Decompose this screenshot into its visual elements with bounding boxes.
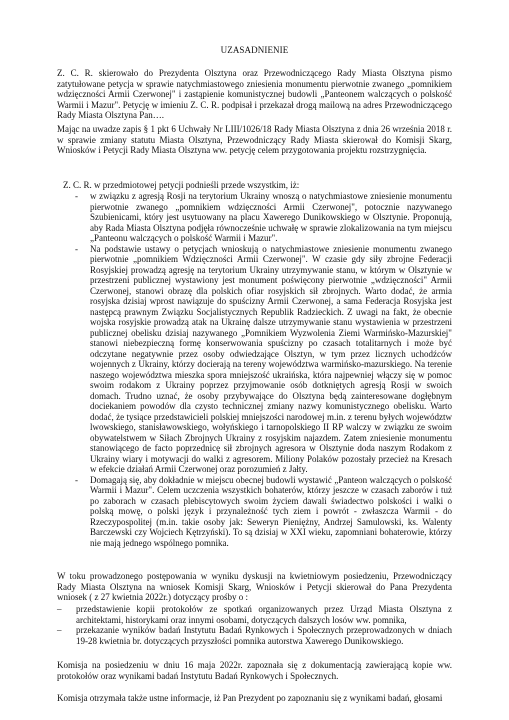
list-item: - w związku z agresją Rosji na terytorium Ukrainy wnoszą o natychmiastowe zniesienie monumentu pierwotnie zwanego „pomnikiem wdzięczności Armii Czerwonej", potocznie nazywanego Szubienicami, który jest usytuowany na placu Xawerego Dunikowskiego w Olsztynie. Proponują, aby Rada Miasta Olsztyna podjęła równocześnie uchwałę w sprawie zlokalizowania na tym miejscu „Panteonu walczących o polskość Warmii i Mazur". <box>75 191 452 244</box>
list-item: – przedstawienie kopii protokołów ze spotkań organizowanych przez Urząd Miasta Olsztyna z architektami, historykami oraz innymi osobami, dotyczących dalszych losów ww. pomnika, <box>57 604 452 625</box>
paragraph-legal-basis: Mając na uwadze zapis § 1 pkt 6 Uchwały Nr LIII/1026/18 Rady Miasta Olsztyna z dnia 26 września 2018 r. w sprawie zmiany statutu Miasta Olsztyna, Przewodniczący Rady Miasta skierował do Komisji Skarg, Wniosków i Petycji Rady Miasta Olsztyna ww. petycję celem przygotowania projektu rozstrzygnięcia. <box>57 124 452 155</box>
paragraph-petition-intro: Z. C. R. skierowało do Prezydenta Olsztyna oraz Przewodniczącego Rady Miasta Olsztyna pismo zatytułowane petycja w sprawie natychmiastowego zniesienia monumentu pierwotnie zwanego „pomnikiem wdzięczności Armii Czerwonej" i zastąpienie komunistycznej budowli „Panteonem walczących o polskość Warmii i Mazur". Petycję w imieniu Z. C. R. podpisał i przekazał drogą mailową na adres Przewodniczącego Rady Miasta Olsztyna Pan…. <box>57 68 452 120</box>
document-heading: UZASADNIENIE <box>220 45 289 55</box>
list-item: – przekazanie wyników badań Instytutu Badań Rynkowych i Społecznych przeprowadzonych w dniach 19-28 kwietnia br. dotyczących przyszłości pomnika autorstwa Xawerego Dunikowskiego. <box>57 625 452 646</box>
paragraph-proceedings: W toku prowadzonego postępowania w wyniku dyskusji na kwietniowym posiedzeniu, Przewodniczący Rady Miasta Olsztyna na wniosek Komisji Skarg, Wniosków i Petycji skierował do Pana Prezydenta wniosek ( z 27 kwietnia 2022r.) dotyczący prośby o : <box>57 571 452 602</box>
claims-list <box>75 191 452 548</box>
paragraph-commission-meeting: Komisja na posiedzeniu w dniu 16 maja 2022r. zapoznała się z dokumentacją zawierającą kopie ww. protokołów oraz wynikami badań Instytutu Badań Rynkowych i Społecznych. <box>57 660 452 681</box>
list-item: - Domagają się, aby dokładnie w miejscu obecnej budowli wystawić „Panteon walczących o polskość Warmii i Mazur". Celem uczczenia wszystkich bohaterów, którzy jeszcze w czasach zaborów i tuż po zaborach w czasach plebiscytowych swoim życiem dawali świadectwo polskości i walki o polską mowę, o polski język i przynależność tych ziem i powrót - zwłaszcza Warmii - do Rzeczypospolitej (m.in. takie osoby jak: Seweryn Pieniężny, Andrzej Samulowski, ks. Walenty Barczewski czy Wojciech Kętrzyński). To są dzisiaj w XXI wieku, zapomniani bohaterowie, którzy nie mają jednego wspólnego pomnika. <box>75 475 452 549</box>
paragraph-commission-info: Komisja otrzymała także ustne informacje, iż Pan Prezydent po zapoznaniu się z wynikami badań, głosami <box>57 693 443 703</box>
list-item: - Na podstawie ustawy o petycjach wnioskują o natychmiastowe zniesienie monumentu zwanego pierwotnie „pomnikiem Wdzięczności Armii Czerwonej". W czasie gdy siły zbrojne Federacji Rosyjskiej prowadzą agresję na terytorium Ukrainy utrzymywanie stanu, w którym w Olsztynie w przestrzeni publicznej wystawiony jest monument poświęcony pierwotnie „wdzięczności" Armii Czerwonej, stanowi obrazę dla polskich ofiar rosyjskich sił zbrojnych. Warto dodać, że armia rosyjska dzisiaj wprost nawiązuje do spuścizny Armii Czerwonej, a sama Federacja Rosyjska jest następcą prawnym Związku Socjalistycznych Republik Radzieckich. Z uwagi na fakt, że obecnie wojska rosyjskie prowadzą atak na Ukrainę dalsze utrzymywanie stanu wystawienia w przestrzeni publicznej obelisku dzisiaj nazywanego „Pomnikiem Wyzwolenia Ziemi Warmińsko-Mazurskiej" stanowi niebezpieczną formę konserwowania spuścizny po czasach totalitarnych i może być odczytane negatywnie przez osoby odwiedzające Olsztyn, w tym przez licznych uchodźców wojennych z Ukrainy, którzy docierają na tereny województwa warmińsko-mazurskiego. Na terenie naszego województwa mieszka spora mniejszość ukraińska, która najpewniej włączy się w pomoc swoim rodakom z Ukrainy poprzez przyjmowanie osób dotkniętych agresją Rosji w swoich domach. Trudno uznać, że osoby przybywające do Olsztyna będą zainteresowane dogłębnym dociekaniem powodów dla czysto technicznej zmiany nazwy komunistycznego obelisku. Warto dodać, że tysiące przedstawicieli polskiej mniejszości narodowej m.in. z terenu byłych województw lwowskiego, stanisławowskiego, wołyńskiego i tarnopolskiego II RP walczy w związku ze swoim obywatelstwem w Siłach Zbrojnych Ukrainy z rosyjskim najazdem. Zatem zniesienie monumentu stanowiącego de facto poprzednicę sił zbrojnych agresora w Olsztynie doda naszym Rodakom z Ukrainy wiary i motywacji do walki z agresorem. Miliony Polaków pozostały przecież na Kresach w efekcie działań Armii Czerwonej oraz porozumień z Jałty. <box>75 244 452 475</box>
paragraph-claims-intro: Z. C. R. w przedmiotowej petycji podnieśli przede wszystkim, iż: <box>63 180 300 190</box>
requests-list <box>57 604 452 646</box>
